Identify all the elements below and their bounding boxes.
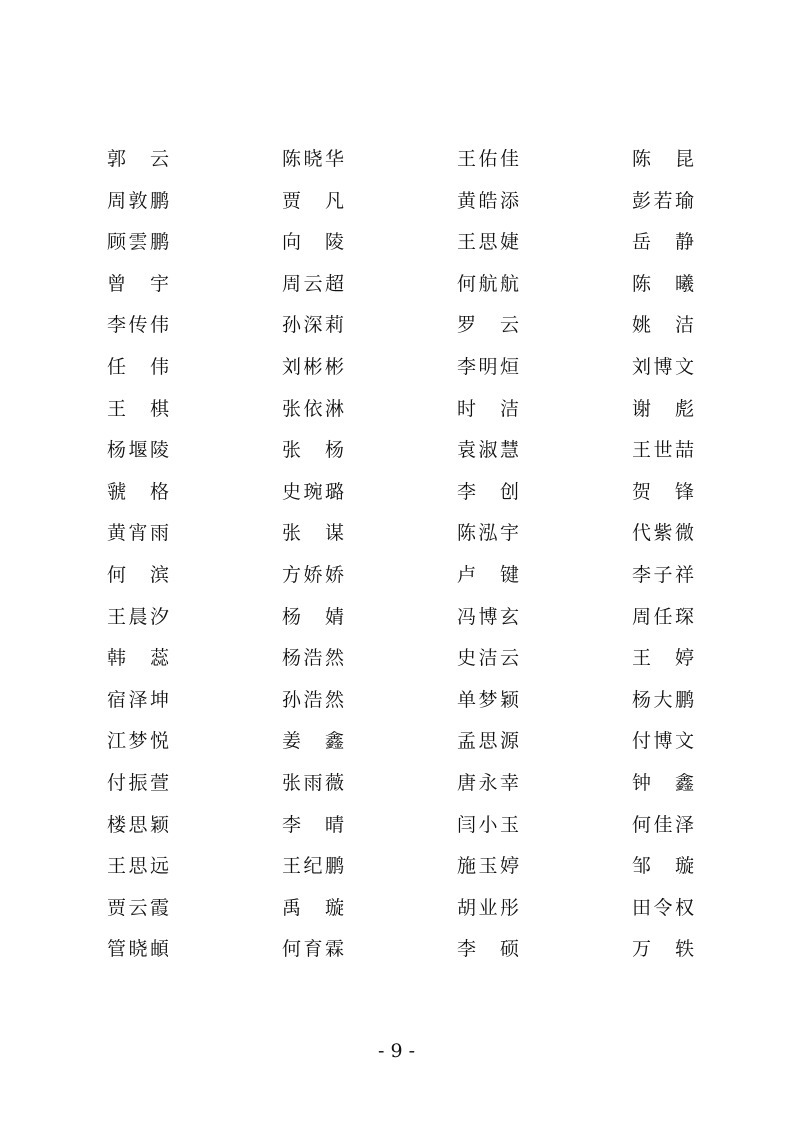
name-row bbox=[0, 305, 793, 347]
name-entry: 施 玉 婷 bbox=[457, 855, 519, 878]
name-entry: 李 晴 bbox=[282, 813, 344, 836]
name-entry: 何 育 霖 bbox=[282, 938, 344, 961]
name-entry: 袁 淑 慧 bbox=[457, 439, 519, 462]
name-row bbox=[0, 181, 793, 223]
name-entry: 周 云 超 bbox=[282, 272, 344, 295]
name-entry: 闫 小 玉 bbox=[457, 813, 519, 836]
name-entry: 付 振 萱 bbox=[107, 771, 169, 794]
name-entry: 孟 思 源 bbox=[457, 730, 519, 753]
name-entry: 姚 洁 bbox=[632, 314, 694, 337]
name-entry: 张 雨 薇 bbox=[282, 771, 344, 794]
name-entry: 时 洁 bbox=[457, 397, 519, 420]
name-entry: 曾 宇 bbox=[107, 272, 169, 295]
name-row bbox=[0, 139, 793, 181]
name-entry: 贺 锋 bbox=[632, 480, 694, 503]
name-entry: 管 晓 頔 bbox=[107, 938, 169, 961]
name-entry: 周 敦 鹏 bbox=[107, 189, 169, 212]
name-entry: 王 晨 汐 bbox=[107, 605, 169, 628]
name-entry: 李 硕 bbox=[457, 938, 519, 961]
name-entry: 贾 凡 bbox=[282, 189, 344, 212]
name-entry: 岳 静 bbox=[632, 231, 694, 254]
name-entry: 姜 鑫 bbox=[282, 730, 344, 753]
name-row bbox=[0, 264, 793, 306]
name-row bbox=[0, 888, 793, 930]
name-entry: 方 娇 娇 bbox=[282, 563, 344, 586]
name-entry: 李 明 烜 bbox=[457, 355, 519, 378]
name-entry: 单 梦 颖 bbox=[457, 688, 519, 711]
name-entry: 江 梦 悦 bbox=[107, 730, 169, 753]
name-list bbox=[0, 139, 793, 971]
name-entry: 何 航 航 bbox=[457, 272, 519, 295]
name-entry: 胡 业 彤 bbox=[457, 896, 519, 919]
name-entry: 张 谋 bbox=[282, 522, 344, 545]
name-entry: 杨 婧 bbox=[282, 605, 344, 628]
name-row bbox=[0, 680, 793, 722]
name-entry: 刘 彬 彬 bbox=[282, 355, 344, 378]
name-entry: 王 棋 bbox=[107, 397, 169, 420]
name-row bbox=[0, 597, 793, 639]
name-row bbox=[0, 472, 793, 514]
name-entry: 贾 云 霞 bbox=[107, 896, 169, 919]
name-entry: 冯 博 玄 bbox=[457, 605, 519, 628]
name-entry: 郭 云 bbox=[107, 148, 169, 170]
name-entry: 杨 堰 陵 bbox=[107, 439, 169, 462]
name-entry: 钟 鑫 bbox=[632, 771, 694, 794]
name-entry: 宿 泽 坤 bbox=[107, 688, 169, 711]
name-row bbox=[0, 721, 793, 763]
name-entry: 代 紫 微 bbox=[632, 522, 694, 545]
name-entry: 王 婷 bbox=[632, 647, 694, 670]
name-entry: 李 传 伟 bbox=[107, 314, 169, 337]
name-entry: 陈 曦 bbox=[632, 272, 694, 295]
name-entry: 韩 蕊 bbox=[107, 647, 169, 670]
name-entry: 付 博 文 bbox=[632, 730, 694, 753]
name-entry: 万 轶 bbox=[632, 938, 694, 961]
name-entry: 虢 格 bbox=[107, 480, 169, 503]
name-entry: 任 伟 bbox=[107, 355, 169, 378]
name-entry: 史 洁 云 bbox=[457, 647, 519, 670]
name-entry: 王 世 喆 bbox=[632, 439, 694, 462]
name-entry: 孙 深 莉 bbox=[282, 314, 344, 337]
name-entry: 王 思 婕 bbox=[457, 231, 519, 254]
name-entry: 刘 博 文 bbox=[632, 355, 694, 378]
name-row bbox=[0, 347, 793, 389]
name-entry: 黄 皓 添 bbox=[457, 189, 519, 212]
name-entry: 杨 大 鹏 bbox=[632, 688, 694, 711]
name-row bbox=[0, 430, 793, 472]
name-entry: 罗 云 bbox=[457, 314, 519, 337]
name-entry: 王 纪 鹏 bbox=[282, 855, 344, 878]
name-entry: 何 滨 bbox=[107, 563, 169, 586]
name-entry: 李 子 祥 bbox=[632, 563, 694, 586]
name-entry: 王 思 远 bbox=[107, 855, 169, 878]
name-entry: 周 任 琛 bbox=[632, 605, 694, 628]
name-entry: 何 佳 泽 bbox=[632, 813, 694, 836]
name-entry: 卢 键 bbox=[457, 563, 519, 586]
name-entry: 孙 浩 然 bbox=[282, 688, 344, 711]
name-entry: 黄 宵 雨 bbox=[107, 522, 169, 545]
name-entry: 田 令 权 bbox=[632, 896, 694, 919]
name-entry: 陈 晓 华 bbox=[282, 148, 344, 170]
name-row bbox=[0, 805, 793, 847]
name-entry: 谢 彪 bbox=[632, 397, 694, 420]
name-row bbox=[0, 846, 793, 888]
name-entry: 彭 若 瑜 bbox=[632, 189, 694, 212]
name-row bbox=[0, 638, 793, 680]
name-entry: 王 佑 佳 bbox=[457, 148, 519, 170]
name-entry: 史 琬 璐 bbox=[282, 480, 344, 503]
name-entry: 邹 璇 bbox=[632, 855, 694, 878]
name-entry: 向 陵 bbox=[282, 231, 344, 254]
name-entry: 楼 思 颖 bbox=[107, 813, 169, 836]
name-row bbox=[0, 763, 793, 805]
name-entry: 陈 昆 bbox=[632, 148, 694, 170]
name-entry: 张 依 淋 bbox=[282, 397, 344, 420]
name-row bbox=[0, 929, 793, 971]
name-row bbox=[0, 555, 793, 597]
name-entry: 顾 雲 鹏 bbox=[107, 231, 169, 254]
name-row bbox=[0, 389, 793, 431]
name-entry: 唐 永 幸 bbox=[457, 771, 519, 794]
name-row bbox=[0, 222, 793, 264]
name-row bbox=[0, 513, 793, 555]
page-number: - 9 - bbox=[377, 1040, 415, 1062]
name-entry: 张 杨 bbox=[282, 439, 344, 462]
name-entry: 杨 浩 然 bbox=[282, 647, 344, 670]
name-entry: 陈 泓 宇 bbox=[457, 522, 519, 545]
name-entry: 禹 璇 bbox=[282, 896, 344, 919]
name-entry: 李 创 bbox=[457, 480, 519, 503]
